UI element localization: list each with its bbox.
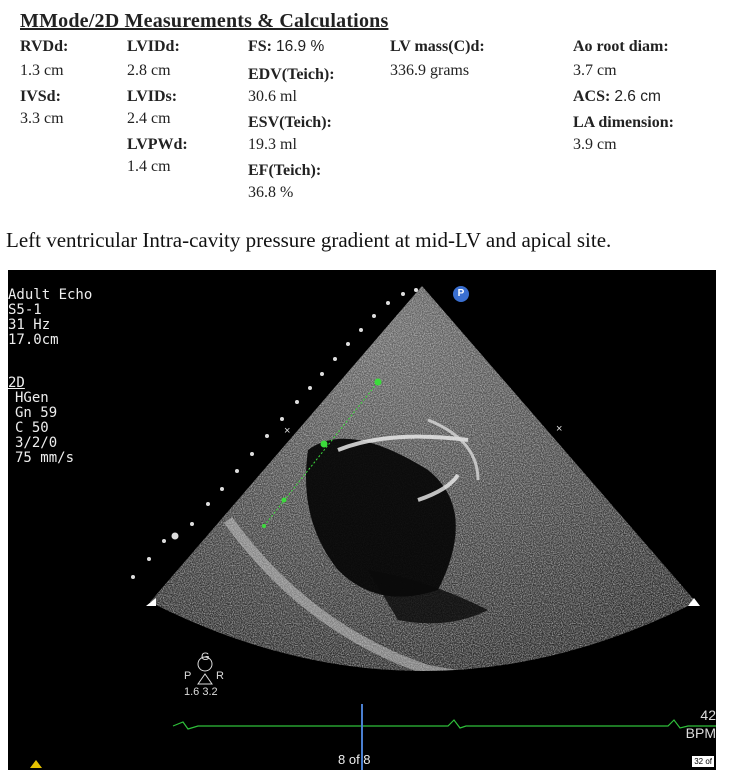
- probe-g-label: G: [201, 651, 210, 663]
- p-badge-icon: P: [453, 286, 469, 302]
- left-edge-marker: [146, 598, 156, 606]
- label-edv: EDV(Teich):: [248, 66, 335, 83]
- heart-rate-unit: BPM: [685, 725, 716, 741]
- echo-settings-info: [8, 376, 74, 466]
- heart-rate-display: [686, 706, 716, 742]
- heart-rate-value: 42: [700, 707, 716, 723]
- value-ef: 36.8 %: [248, 184, 294, 201]
- setting-gain: Gn 59: [15, 405, 58, 421]
- frame-rate: 31 Hz: [8, 317, 51, 333]
- corner-tag: 32 of: [694, 757, 712, 766]
- setting-sweep-speed: 75 mm/s: [15, 450, 75, 466]
- value-lvidd: 2.8 cm: [127, 62, 171, 79]
- label-ef: EF(Teich):: [248, 162, 322, 179]
- label-rvdd: RVDd:: [20, 38, 69, 55]
- frame-counter: 8 of 8: [338, 752, 371, 767]
- acs-row: [573, 88, 661, 106]
- value-ivsd: 3.3 cm: [20, 110, 64, 127]
- value-fs: 16.9 %: [276, 38, 325, 55]
- value-lvpwd: 1.4 cm: [127, 158, 171, 175]
- echo-header-info: [8, 288, 92, 348]
- value-rvdd: 1.3 cm: [20, 62, 64, 79]
- figure-caption: Left ventricular Intra-cavity pressure gradient at mid-LV and apical site.: [6, 228, 612, 252]
- mode-label: 2D: [8, 375, 25, 391]
- probe-r-label: R: [216, 670, 224, 682]
- echo-sector-image: [8, 270, 716, 770]
- ecg-trace: [173, 720, 716, 729]
- label-lvpwd: LVPWd:: [127, 136, 188, 153]
- cursor-x-right: ×: [556, 423, 563, 435]
- fs-row: [248, 38, 324, 56]
- setting-compression: C 50: [15, 420, 49, 436]
- label-lvidd: LVIDd:: [127, 38, 180, 55]
- label-ivsd: IVSd:: [20, 88, 61, 105]
- probe-model: S5-1: [8, 302, 42, 318]
- value-edv: 30.6 ml: [248, 88, 297, 105]
- value-lvids: 2.4 cm: [127, 110, 171, 127]
- setting-hgen: HGen: [15, 390, 49, 406]
- value-acs: 2.6 cm: [614, 88, 661, 105]
- warning-icon: [30, 760, 42, 768]
- label-acs: ACS:: [573, 88, 611, 105]
- label-esv: ESV(Teich):: [248, 114, 332, 131]
- value-esv: 19.3 ml: [248, 136, 297, 153]
- echo-image: [8, 270, 716, 770]
- value-la-dimension: 3.9 cm: [573, 136, 617, 153]
- value-ao-root: 3.7 cm: [573, 62, 617, 79]
- label-ao-root: Ao root diam:: [573, 38, 669, 55]
- cursor-x-left: ×: [284, 425, 291, 437]
- exam-type: Adult Echo: [8, 287, 93, 303]
- value-lv-mass: 336.9 grams: [390, 62, 470, 79]
- label-lvids: LVIDs:: [127, 88, 178, 105]
- setting-persistence: 3/2/0: [15, 435, 58, 451]
- label-la-dimension: LA dimension:: [573, 114, 674, 131]
- probe-values: 1.6 3.2: [184, 686, 218, 698]
- probe-p-label: P: [184, 670, 192, 682]
- document-title: MMode/2D Measurements & Calculations: [20, 10, 389, 32]
- depth: 17.0cm: [8, 332, 59, 348]
- label-fs: FS:: [248, 38, 272, 55]
- label-lv-mass: LV mass(C)d:: [390, 38, 485, 55]
